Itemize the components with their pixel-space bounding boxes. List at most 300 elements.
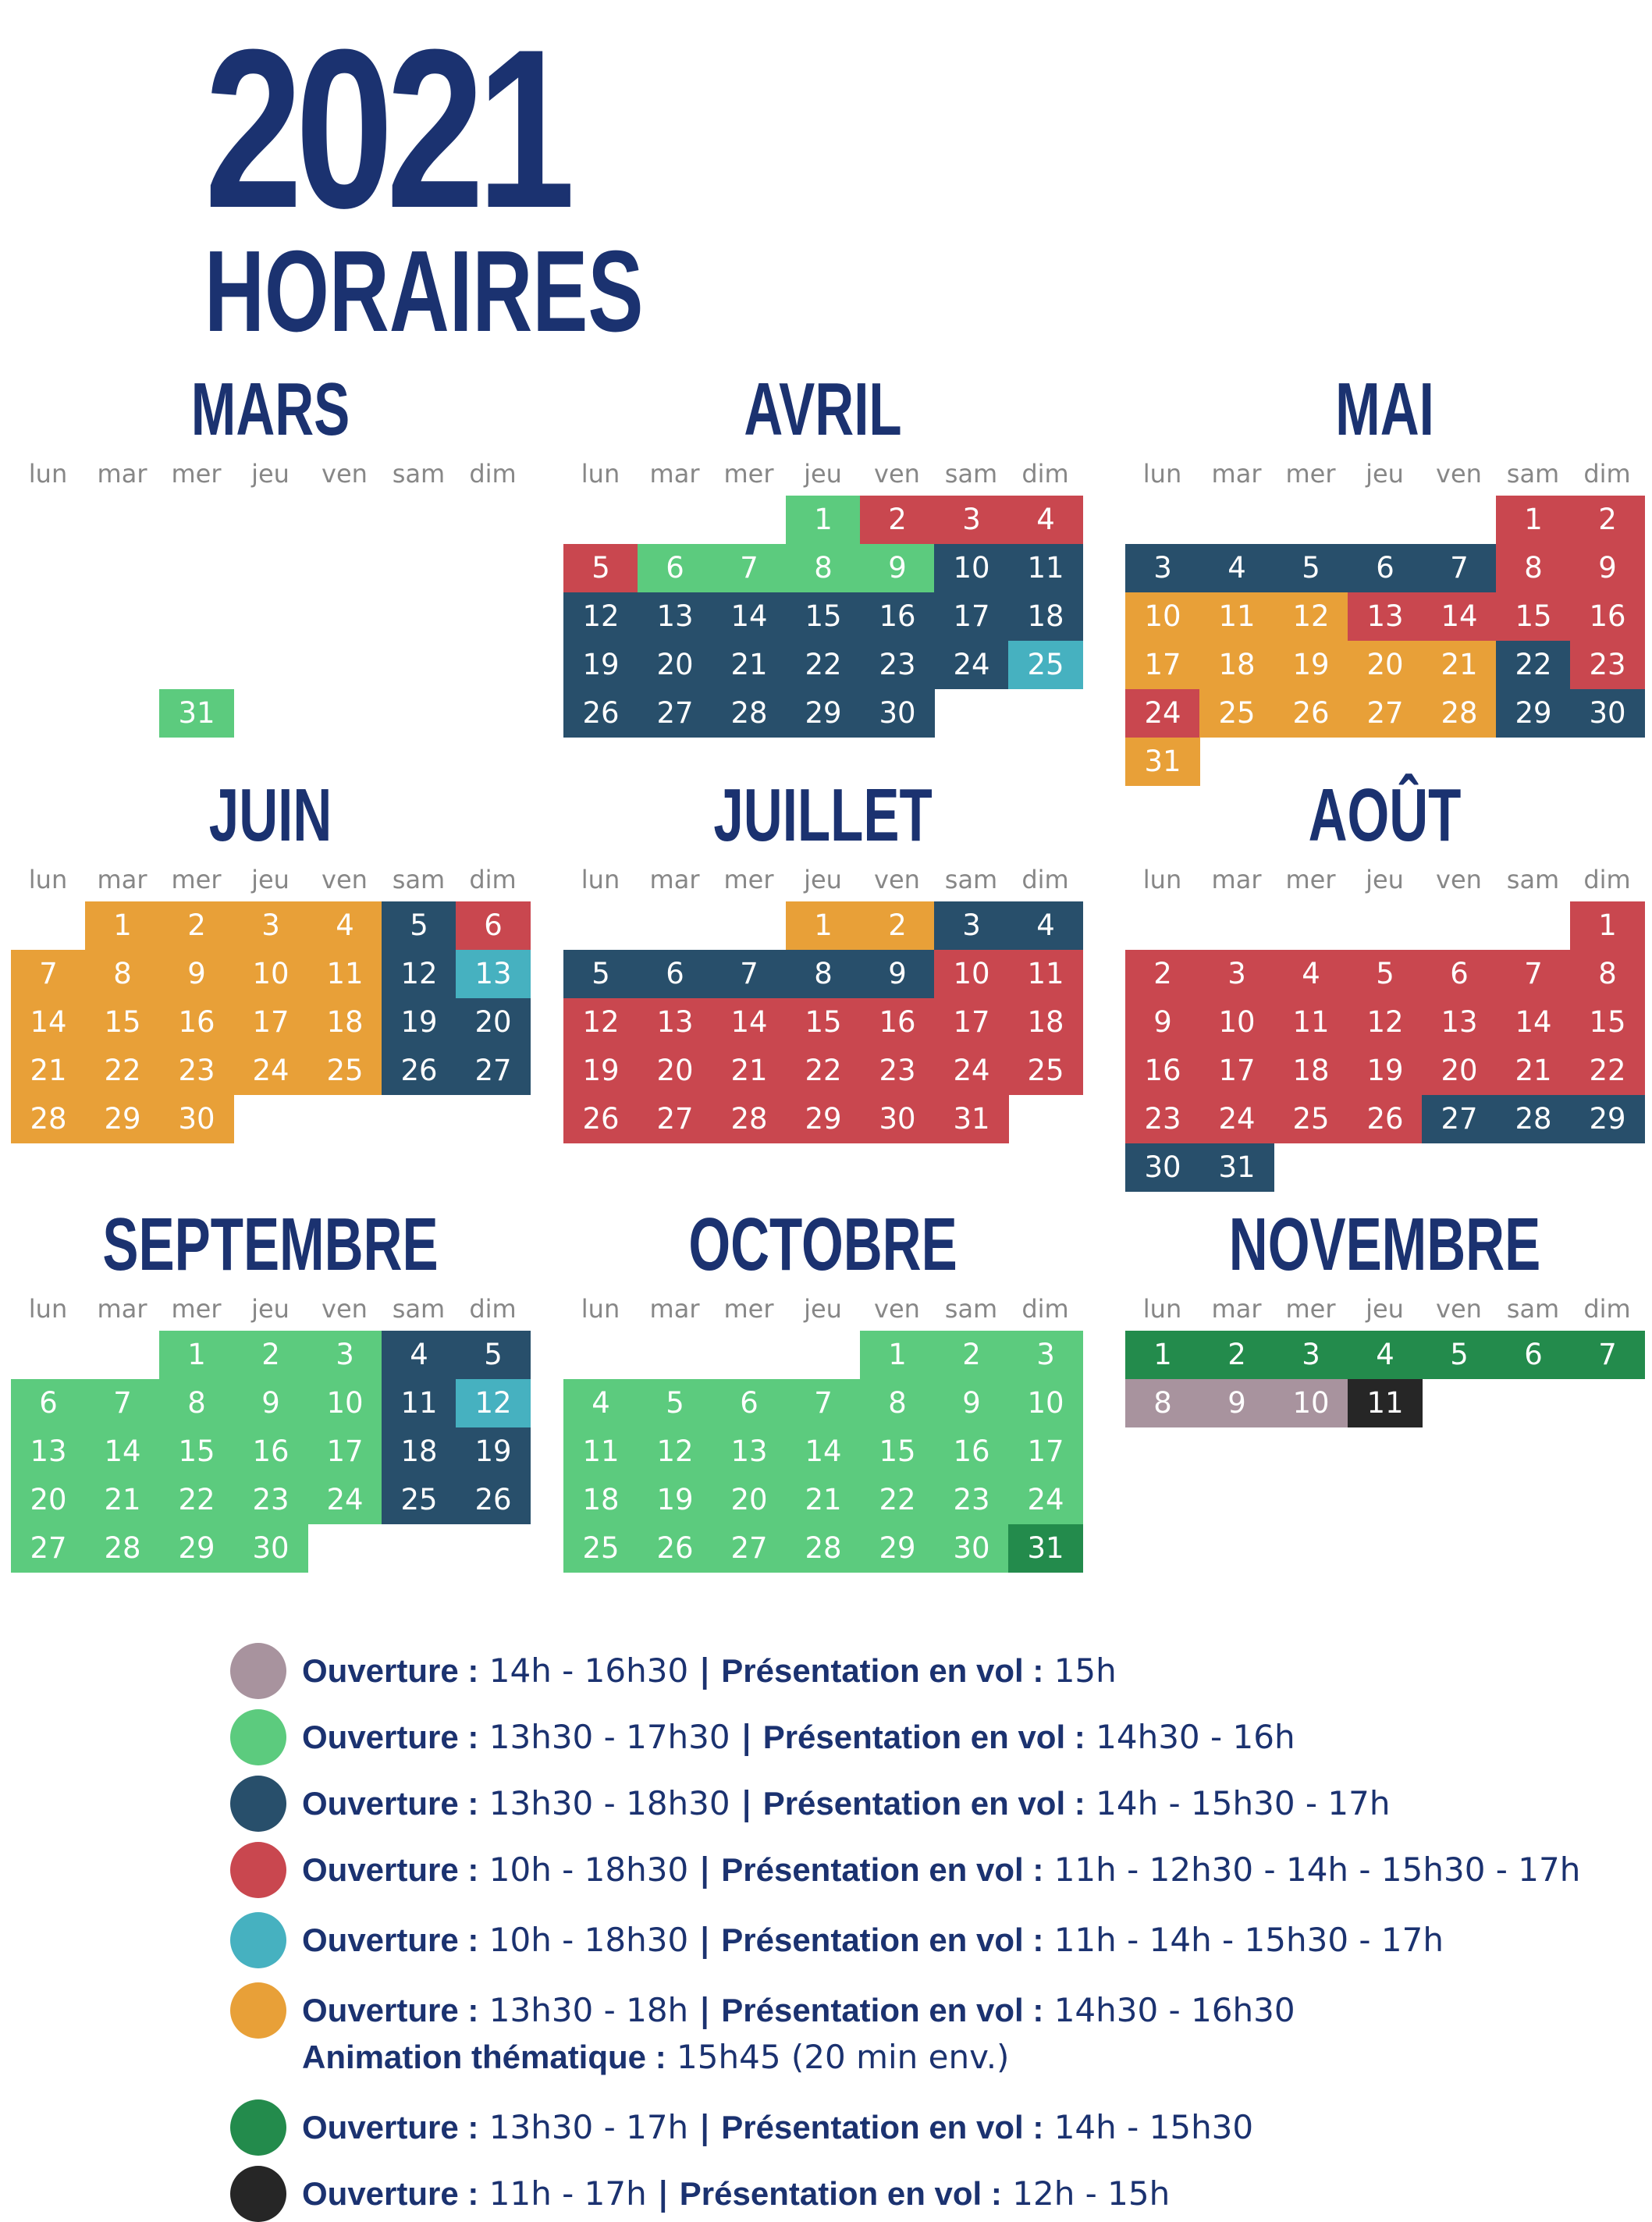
- day-cell: 11: [382, 1379, 457, 1427]
- opening-label: Ouverture :: [302, 1785, 479, 1822]
- day-cell: 1: [786, 901, 861, 950]
- day-cell: 14: [712, 998, 787, 1047]
- day-cell: 19: [456, 1427, 531, 1476]
- weekday-label: jeu: [251, 459, 290, 489]
- day-cell: 24: [934, 1047, 1009, 1095]
- weekday-label: mar: [97, 459, 147, 489]
- legend-extra: [302, 2037, 1009, 2078]
- weekday-label: jeu: [804, 459, 842, 489]
- day-cell: 6: [1348, 544, 1423, 592]
- day-cell: 18: [382, 1427, 457, 1476]
- day-cell: 12: [563, 592, 638, 641]
- weekday-label: sam: [944, 459, 998, 489]
- month-name: AOÛT: [1308, 773, 1462, 857]
- weekday-label: dim: [1021, 459, 1069, 489]
- weekday-label: dim: [469, 1294, 517, 1324]
- day-cell: 1: [786, 496, 861, 544]
- weekday-label: sam: [392, 865, 446, 894]
- day-cell: 19: [382, 998, 457, 1047]
- day-cell: 28: [85, 1524, 160, 1573]
- animation-label: Animation thématique :: [302, 2039, 666, 2075]
- day-cell: 15: [860, 1427, 935, 1476]
- month-name: OCTOBRE: [688, 1203, 957, 1286]
- day-cell: 28: [712, 689, 787, 738]
- day-cell: 29: [85, 1095, 160, 1143]
- weekday-label: sam: [392, 1294, 446, 1324]
- day-cell: 13: [638, 998, 712, 1047]
- day-cell: 21: [712, 1047, 787, 1095]
- month-août: [1125, 773, 1644, 1240]
- weekday-label: dim: [1583, 459, 1631, 489]
- day-cell: 21: [712, 641, 787, 689]
- day-cell: 18: [1199, 641, 1274, 689]
- day-cell: 21: [11, 1047, 86, 1095]
- day-cell: 16: [1125, 1047, 1200, 1095]
- day-cell: 25: [563, 1524, 638, 1573]
- day-cell: 5: [563, 950, 638, 998]
- day-cell: 3: [1008, 1331, 1083, 1379]
- day-cell: 22: [85, 1047, 160, 1095]
- day-cell: 31: [1008, 1524, 1083, 1573]
- weekday-label: ven: [1436, 865, 1482, 894]
- separator: |: [657, 2174, 670, 2213]
- weekday-label: dim: [469, 459, 517, 489]
- day-cell: 16: [233, 1427, 308, 1476]
- day-cell: 8: [860, 1379, 935, 1427]
- day-cell: 30: [1125, 1143, 1200, 1192]
- day-cell: 11: [307, 950, 382, 998]
- flight-label: Présentation en vol :: [721, 1922, 1044, 1958]
- day-cell: 22: [159, 1476, 234, 1524]
- day-cell: 13: [712, 1427, 787, 1476]
- day-cell: 2: [860, 496, 935, 544]
- day-cell: 19: [1274, 641, 1348, 689]
- day-cell: 31: [934, 1095, 1009, 1143]
- day-cell: 20: [456, 998, 531, 1047]
- day-cell: 24: [1008, 1476, 1083, 1524]
- day-cell: 9: [233, 1379, 308, 1427]
- day-cell: 4: [307, 901, 382, 950]
- day-cell: 5: [1422, 1331, 1497, 1379]
- weekday-label: lun: [28, 459, 68, 489]
- day-cell: 14: [11, 998, 86, 1047]
- day-cell: 18: [307, 998, 382, 1047]
- day-cell: 7: [712, 950, 787, 998]
- day-cell: 29: [159, 1524, 234, 1573]
- day-cell: 11: [1274, 998, 1348, 1047]
- day-cell: 24: [233, 1047, 308, 1095]
- day-cell: 7: [85, 1379, 160, 1427]
- weekday-label: jeu: [804, 865, 842, 894]
- day-cell: 25: [1008, 641, 1083, 689]
- day-cell: 1: [1570, 901, 1645, 950]
- day-cell: 2: [1125, 950, 1200, 998]
- day-cell: 11: [1008, 544, 1083, 592]
- weekday-label: lun: [1142, 865, 1182, 894]
- day-cell: 5: [382, 901, 457, 950]
- month-name: MAI: [1335, 368, 1434, 451]
- day-cell: 6: [638, 950, 712, 998]
- day-cell: 3: [1274, 1331, 1348, 1379]
- day-cell: 31: [1199, 1143, 1274, 1192]
- month-name: AVRIL: [744, 368, 902, 451]
- weekday-label: dim: [1583, 865, 1631, 894]
- legend-swatch: [230, 1982, 286, 2039]
- weekday-label: mer: [723, 459, 774, 489]
- day-cell: 30: [860, 689, 935, 738]
- day-cell: 2: [1199, 1331, 1274, 1379]
- day-cell: 9: [860, 950, 935, 998]
- day-cell: 13: [456, 950, 531, 998]
- day-cell: 1: [85, 901, 160, 950]
- day-cell: 8: [85, 950, 160, 998]
- weekday-label: sam: [392, 459, 446, 489]
- weekday-label: mar: [649, 865, 700, 894]
- flight-hours: 14h30 - 16h30: [1053, 1991, 1295, 2029]
- day-cell: 28: [11, 1095, 86, 1143]
- weekday-label: sam: [1506, 865, 1560, 894]
- day-cell: 20: [638, 641, 712, 689]
- day-cell: 15: [159, 1427, 234, 1476]
- day-cell: 29: [786, 689, 861, 738]
- day-cell: 10: [934, 950, 1009, 998]
- day-cell: 9: [1570, 544, 1645, 592]
- day-cell: 27: [1422, 1095, 1497, 1143]
- weekday-label: mar: [1211, 1294, 1262, 1324]
- day-cell: 16: [159, 998, 234, 1047]
- day-cell: 10: [1274, 1379, 1348, 1427]
- day-cell: 13: [1348, 592, 1423, 641]
- day-cell: 28: [712, 1095, 787, 1143]
- day-cell: 9: [1199, 1379, 1274, 1427]
- month-juillet: [563, 773, 1082, 1240]
- flight-label: Présentation en vol :: [721, 1992, 1044, 2028]
- weekday-label: dim: [1021, 1294, 1069, 1324]
- weekday-label: ven: [874, 865, 920, 894]
- weekday-label: mer: [1285, 1294, 1336, 1324]
- day-cell: 18: [1008, 592, 1083, 641]
- day-cell: 13: [638, 592, 712, 641]
- day-cell: 3: [307, 1331, 382, 1379]
- month-name: JUILLET: [713, 773, 933, 857]
- legend-text: [302, 2107, 1253, 2148]
- day-cell: 26: [563, 1095, 638, 1143]
- day-cell: 6: [11, 1379, 86, 1427]
- day-cell: 17: [233, 998, 308, 1047]
- day-cell: 21: [786, 1476, 861, 1524]
- day-cell: 29: [1496, 689, 1571, 738]
- day-cell: 31: [1125, 738, 1200, 786]
- day-cell: 19: [563, 641, 638, 689]
- weekday-label: lun: [28, 865, 68, 894]
- day-cell: 19: [1348, 1047, 1423, 1095]
- flight-hours: 11h - 14h - 15h30 - 17h: [1053, 1921, 1444, 1959]
- day-cell: 25: [1008, 1047, 1083, 1095]
- day-cell: 4: [1199, 544, 1274, 592]
- day-cell: 8: [1570, 950, 1645, 998]
- day-cell: 4: [1348, 1331, 1423, 1379]
- weekday-label: ven: [322, 1294, 368, 1324]
- weekday-label: ven: [1436, 1294, 1482, 1324]
- legend-swatch: [230, 2166, 286, 2222]
- day-cell: 1: [1496, 496, 1571, 544]
- day-cell: 13: [1422, 998, 1497, 1047]
- weekday-label: jeu: [1366, 865, 1404, 894]
- weekday-label: mer: [171, 865, 222, 894]
- day-cell: 8: [786, 544, 861, 592]
- day-cell: 8: [159, 1379, 234, 1427]
- day-cell: 18: [1274, 1047, 1348, 1095]
- day-cell: 19: [638, 1476, 712, 1524]
- separator: |: [698, 2108, 711, 2146]
- flight-hours: 14h30 - 16h: [1096, 1718, 1295, 1756]
- month-avril: [563, 368, 1082, 834]
- opening-hours: 13h30 - 17h30: [488, 1718, 730, 1756]
- legend-swatch: [230, 2099, 286, 2156]
- day-cell: 30: [934, 1524, 1009, 1573]
- day-cell: 17: [934, 998, 1009, 1047]
- day-cell: 9: [934, 1379, 1009, 1427]
- day-cell: 8: [1125, 1379, 1200, 1427]
- day-cell: 17: [1008, 1427, 1083, 1476]
- day-cell: 30: [860, 1095, 935, 1143]
- day-cell: 27: [712, 1524, 787, 1573]
- opening-label: Ouverture :: [302, 1652, 479, 1689]
- legend-text: [302, 1783, 1390, 1824]
- day-cell: 7: [1570, 1331, 1645, 1379]
- day-cell: 9: [860, 544, 935, 592]
- day-cell: 14: [712, 592, 787, 641]
- day-cell: 1: [1125, 1331, 1200, 1379]
- day-cell: 29: [786, 1095, 861, 1143]
- opening-label: Ouverture :: [302, 1922, 479, 1958]
- day-cell: 16: [934, 1427, 1009, 1476]
- day-cell: 14: [85, 1427, 160, 1476]
- day-cell: 7: [11, 950, 86, 998]
- legend-swatch: [230, 1912, 286, 1968]
- day-cell: 30: [1570, 689, 1645, 738]
- separator: |: [698, 1921, 711, 1959]
- day-cell: 21: [85, 1476, 160, 1524]
- day-cell: 27: [11, 1524, 86, 1573]
- day-cell: 27: [638, 689, 712, 738]
- opening-label: Ouverture :: [302, 2175, 479, 2212]
- opening-hours: 13h30 - 18h30: [488, 1784, 730, 1822]
- weekday-label: ven: [874, 459, 920, 489]
- day-cell: 16: [1570, 592, 1645, 641]
- weekday-label: mar: [1211, 865, 1262, 894]
- day-cell: 12: [638, 1427, 712, 1476]
- day-cell: 10: [233, 950, 308, 998]
- day-cell: 6: [1496, 1331, 1571, 1379]
- day-cell: 2: [1570, 496, 1645, 544]
- day-cell: 14: [1496, 998, 1571, 1047]
- weekday-label: mar: [97, 865, 147, 894]
- day-cell: 27: [456, 1047, 531, 1095]
- weekday-label: lun: [28, 1294, 68, 1324]
- day-cell: 20: [638, 1047, 712, 1095]
- day-cell: 21: [1422, 641, 1497, 689]
- month-name: MARS: [190, 368, 350, 451]
- day-cell: 30: [233, 1524, 308, 1573]
- flight-label: Présentation en vol :: [721, 2109, 1044, 2146]
- day-cell: 28: [1422, 689, 1497, 738]
- month-novembre: [1125, 1203, 1644, 1669]
- day-cell: 8: [1496, 544, 1571, 592]
- day-cell: 4: [1008, 496, 1083, 544]
- opening-label: Ouverture :: [302, 1992, 479, 2028]
- day-cell: 5: [1348, 950, 1423, 998]
- month-name: SEPTEMBRE: [102, 1203, 439, 1286]
- day-cell: 23: [233, 1476, 308, 1524]
- day-cell: 19: [563, 1047, 638, 1095]
- day-cell: 23: [934, 1476, 1009, 1524]
- opening-hours: 11h - 17h: [488, 2174, 647, 2213]
- weekday-label: mar: [1211, 459, 1262, 489]
- weekday-label: lun: [581, 459, 620, 489]
- opening-hours: 13h30 - 17h: [488, 2108, 689, 2146]
- day-cell: 17: [1199, 1047, 1274, 1095]
- day-cell: 12: [563, 998, 638, 1047]
- day-cell: 10: [934, 544, 1009, 592]
- opening-hours: 13h30 - 18h: [488, 1991, 689, 2029]
- day-cell: 25: [382, 1476, 457, 1524]
- day-cell: 2: [934, 1331, 1009, 1379]
- flight-label: Présentation en vol :: [721, 1851, 1044, 1888]
- flight-hours: 12h - 15h: [1012, 2174, 1171, 2213]
- day-cell: 7: [1422, 544, 1497, 592]
- month-septembre: [11, 1203, 530, 1669]
- day-cell: 7: [786, 1379, 861, 1427]
- day-cell: 22: [786, 1047, 861, 1095]
- separator: |: [740, 1784, 753, 1822]
- flight-label: Présentation en vol :: [721, 1652, 1044, 1689]
- month-name: JUIN: [208, 773, 332, 857]
- day-cell: 29: [1570, 1095, 1645, 1143]
- day-cell: 8: [786, 950, 861, 998]
- day-cell: 13: [11, 1427, 86, 1476]
- day-cell: 11: [563, 1427, 638, 1476]
- day-cell: 29: [860, 1524, 935, 1573]
- weekday-label: mer: [171, 1294, 222, 1324]
- opening-label: Ouverture :: [302, 2109, 479, 2146]
- day-cell: 31: [159, 689, 234, 738]
- flight-hours: 11h - 12h30 - 14h - 15h30 - 17h: [1053, 1850, 1581, 1889]
- day-cell: 22: [1570, 1047, 1645, 1095]
- legend-text: [302, 1717, 1295, 1758]
- day-cell: 23: [1125, 1095, 1200, 1143]
- day-cell: 15: [85, 998, 160, 1047]
- day-cell: 15: [786, 998, 861, 1047]
- separator: |: [698, 1651, 711, 1690]
- day-cell: 6: [1422, 950, 1497, 998]
- weekday-label: jeu: [1366, 459, 1404, 489]
- day-cell: 27: [638, 1095, 712, 1143]
- weekday-label: mar: [649, 1294, 700, 1324]
- weekday-label: dim: [1583, 1294, 1631, 1324]
- weekday-label: jeu: [251, 865, 290, 894]
- day-cell: 20: [1422, 1047, 1497, 1095]
- day-cell: 20: [712, 1476, 787, 1524]
- opening-hours: 14h - 16h30: [488, 1651, 689, 1690]
- day-cell: 5: [456, 1331, 531, 1379]
- day-cell: 3: [233, 901, 308, 950]
- month-name: NOVEMBRE: [1228, 1203, 1541, 1286]
- weekday-label: mer: [723, 865, 774, 894]
- weekday-label: lun: [1142, 459, 1182, 489]
- day-cell: 4: [1008, 901, 1083, 950]
- day-cell: 14: [786, 1427, 861, 1476]
- day-cell: 9: [1125, 998, 1200, 1047]
- weekday-label: jeu: [1366, 1294, 1404, 1324]
- day-cell: 6: [712, 1379, 787, 1427]
- day-cell: 22: [786, 641, 861, 689]
- weekday-label: sam: [1506, 459, 1560, 489]
- day-cell: 23: [860, 1047, 935, 1095]
- day-cell: 15: [786, 592, 861, 641]
- separator: |: [740, 1718, 753, 1756]
- separator: |: [698, 1850, 711, 1889]
- day-cell: 26: [563, 689, 638, 738]
- day-cell: 3: [1199, 950, 1274, 998]
- opening-label: Ouverture :: [302, 1851, 479, 1888]
- day-cell: 20: [11, 1476, 86, 1524]
- weekday-label: dim: [1021, 865, 1069, 894]
- day-cell: 11: [1008, 950, 1083, 998]
- day-cell: 25: [307, 1047, 382, 1095]
- legend-swatch: [230, 1776, 286, 1832]
- day-cell: 21: [1496, 1047, 1571, 1095]
- day-cell: 17: [1125, 641, 1200, 689]
- day-cell: 17: [307, 1427, 382, 1476]
- day-cell: 15: [1496, 592, 1571, 641]
- day-cell: 5: [1274, 544, 1348, 592]
- day-cell: 16: [860, 998, 935, 1047]
- legend-swatch: [230, 1709, 286, 1765]
- weekday-label: lun: [1142, 1294, 1182, 1324]
- flight-label: Présentation en vol :: [679, 2175, 1002, 2212]
- day-cell: 7: [712, 544, 787, 592]
- day-cell: 26: [1274, 689, 1348, 738]
- legend-text: [302, 1920, 1444, 1961]
- day-cell: 26: [382, 1047, 457, 1095]
- month-juin: [11, 773, 530, 1240]
- day-cell: 6: [456, 901, 531, 950]
- day-cell: 4: [382, 1331, 457, 1379]
- weekday-label: ven: [322, 865, 368, 894]
- day-cell: 16: [860, 592, 935, 641]
- day-cell: 3: [934, 901, 1009, 950]
- day-cell: 25: [1199, 689, 1274, 738]
- day-cell: 4: [1274, 950, 1348, 998]
- day-cell: 3: [934, 496, 1009, 544]
- day-cell: 3: [1125, 544, 1200, 592]
- day-cell: 9: [159, 950, 234, 998]
- day-cell: 20: [1348, 641, 1423, 689]
- weekday-label: ven: [1436, 459, 1482, 489]
- day-cell: 24: [1125, 689, 1200, 738]
- day-cell: 22: [860, 1476, 935, 1524]
- day-cell: 2: [860, 901, 935, 950]
- day-cell: 15: [1570, 998, 1645, 1047]
- weekday-label: mer: [171, 459, 222, 489]
- day-cell: 12: [382, 950, 457, 998]
- weekday-label: jeu: [804, 1294, 842, 1324]
- day-cell: 24: [934, 641, 1009, 689]
- weekday-label: mer: [723, 1294, 774, 1324]
- day-cell: 17: [934, 592, 1009, 641]
- weekday-label: sam: [944, 865, 998, 894]
